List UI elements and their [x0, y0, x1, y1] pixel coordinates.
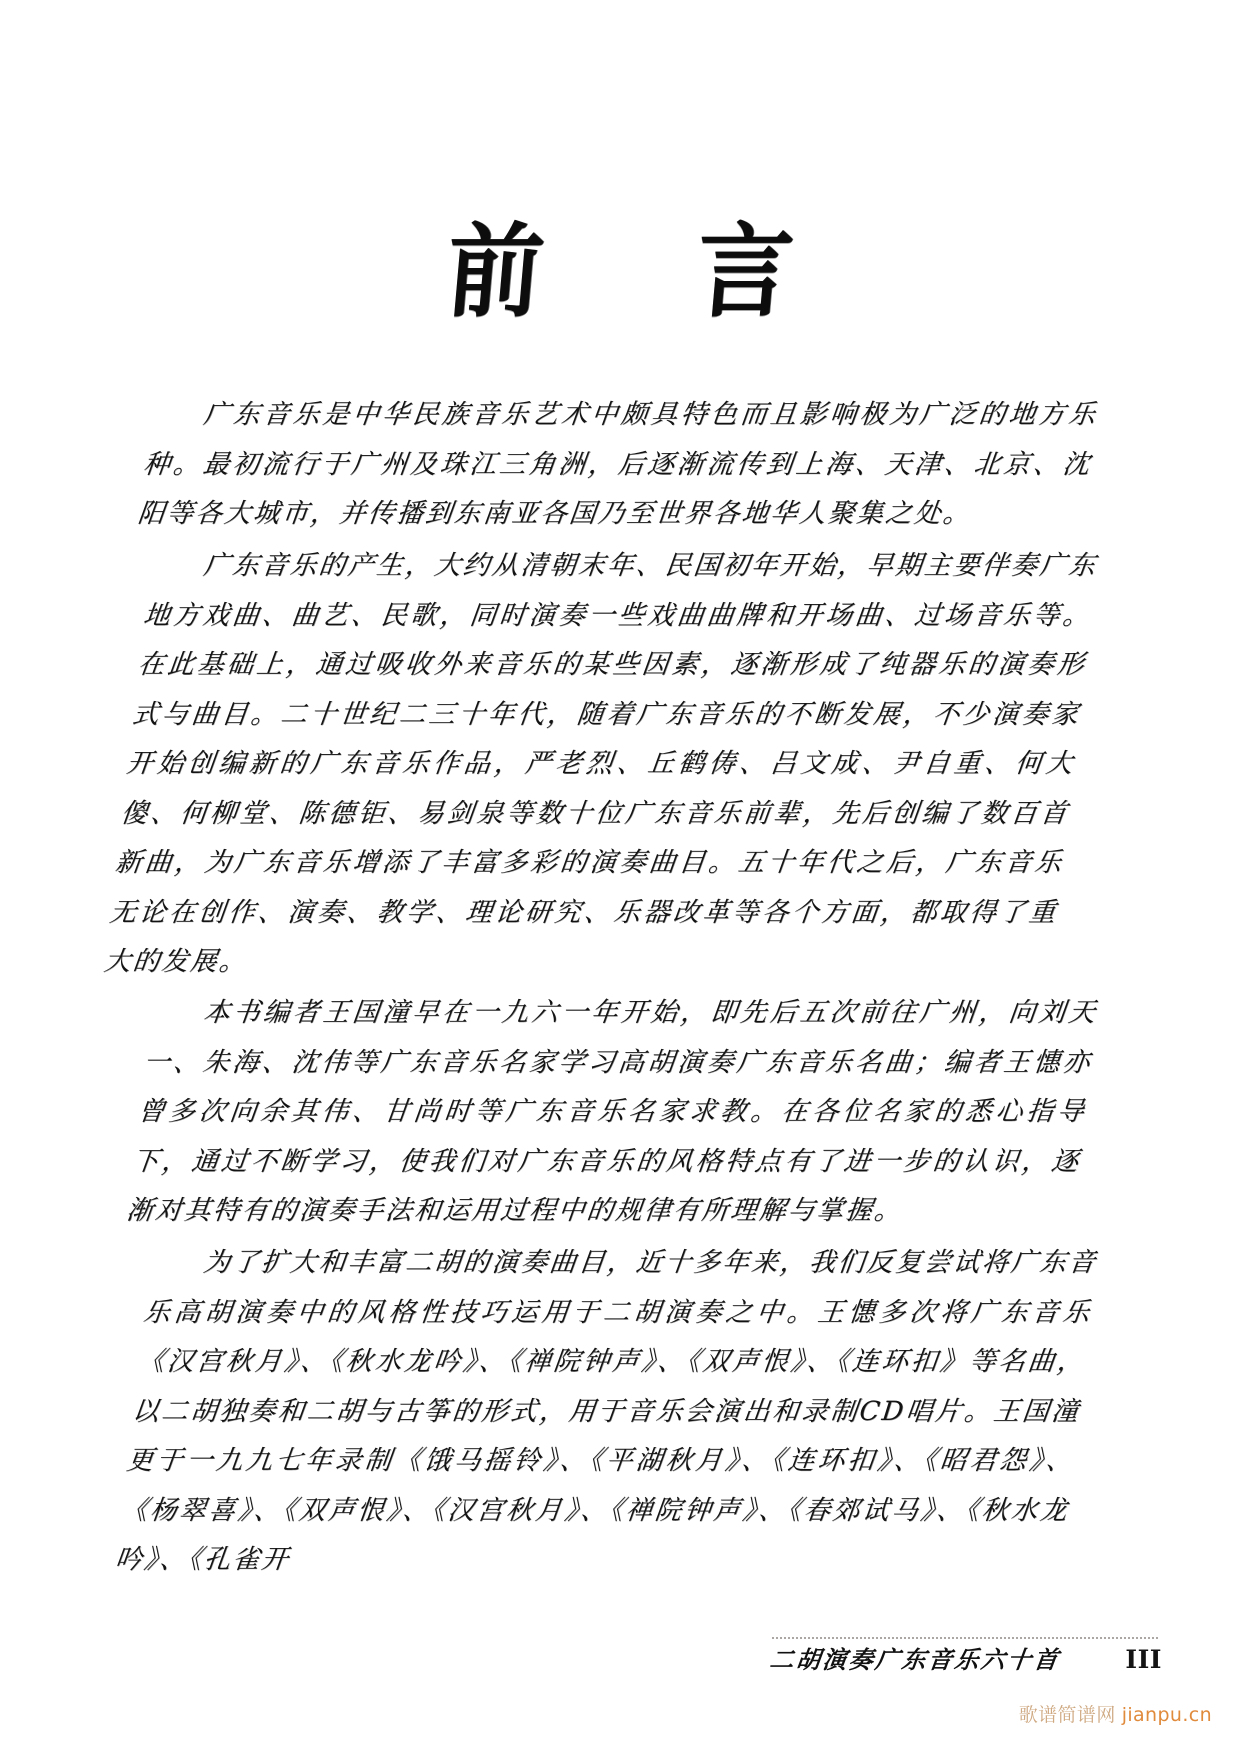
paragraph: 广东音乐是中华民族音乐艺术中颇具特色而且影响极为广泛的地方乐种。最初流行于广州及珠江三角洲，后逐渐流传到上海、天津、北京、沈阳等各大城市，并传播到东南亚各国乃至世界各地华人聚集之处。 [136, 399, 1099, 529]
running-head: 二胡演奏广东音乐六十首 [767, 1645, 1062, 1674]
page-number: III [1125, 1645, 1162, 1674]
title-block [0, 211, 1240, 332]
page-footer [767, 1640, 1162, 1675]
body-text-block [102, 390, 1100, 1586]
watermark-url: jianpu.cn [1121, 1704, 1212, 1726]
paragraph: 为了扩大和丰富二胡的演奏曲目，近十多年来，我们反复尝试将广东音乐高胡演奏中的风格性技巧运用于二胡演奏之中。王憓多次将广东音乐《汉宫秋月》、《秋水龙吟》、《禅院钟声》、《双声恨》、《连环扣》等名曲，以二胡独奏和二胡与古筝的形式，用于音乐会演出和录制CD唱片。王国潼更于一九九七年录制《饿马摇铃》、《平湖秋月》、《连环扣》、《昭君怨》、《杨翠喜》、《双声恨》、《汉宫秋月》、《禅院钟声》、《春郊试马》、《秋水龙吟》、《孔雀开 [113, 1246, 1099, 1575]
footer-divider [772, 1637, 1158, 1639]
paragraph: 本书编者王国潼早在一九六一年开始，即先后五次前往广州，向刘天一、朱海、沈伟等广东音乐名家学习高胡演奏广东音乐名曲；编者王憓亦曾多次向余其伟、甘尚时等广东音乐名家求教。在各位名家的悉心指导下，通过不断学习，使我们对广东音乐的风格特点有了进一步的认识，逐渐对其特有的演奏手法和运用过程中的规律有所理解与掌握。 [124, 997, 1099, 1226]
paragraph: 广东音乐的产生，大约从清朝末年、民国初年开始，早期主要伴奏广东地方戏曲、曲艺、民歌，同时演奏一些戏曲曲牌和开场曲、过场音乐等。在此基础上，通过吸收外来音乐的某些因素，逐渐形成了纯器乐的演奏形式与曲目。二十世纪二三十年代，随着广东音乐的不断发展，不少演奏家开始创编新的广东音乐作品，严老烈、丘鹤俦、吕文成、尹自重、何大傻、何柳堂、陈德钜、易剑泉等数十位广东音乐前辈，先后创编了数百首新曲，为广东音乐增添了丰富多彩的演奏曲目。五十年代之后，广东音乐无论在创作、演奏、教学、理论研究、乐器改革等各个方面，都取得了重大的发展。 [102, 549, 1099, 977]
page-title: 前 言 [442, 211, 827, 332]
watermark [0, 1700, 1212, 1727]
watermark-site-name: 歌谱简谱网 [1018, 1704, 1116, 1726]
